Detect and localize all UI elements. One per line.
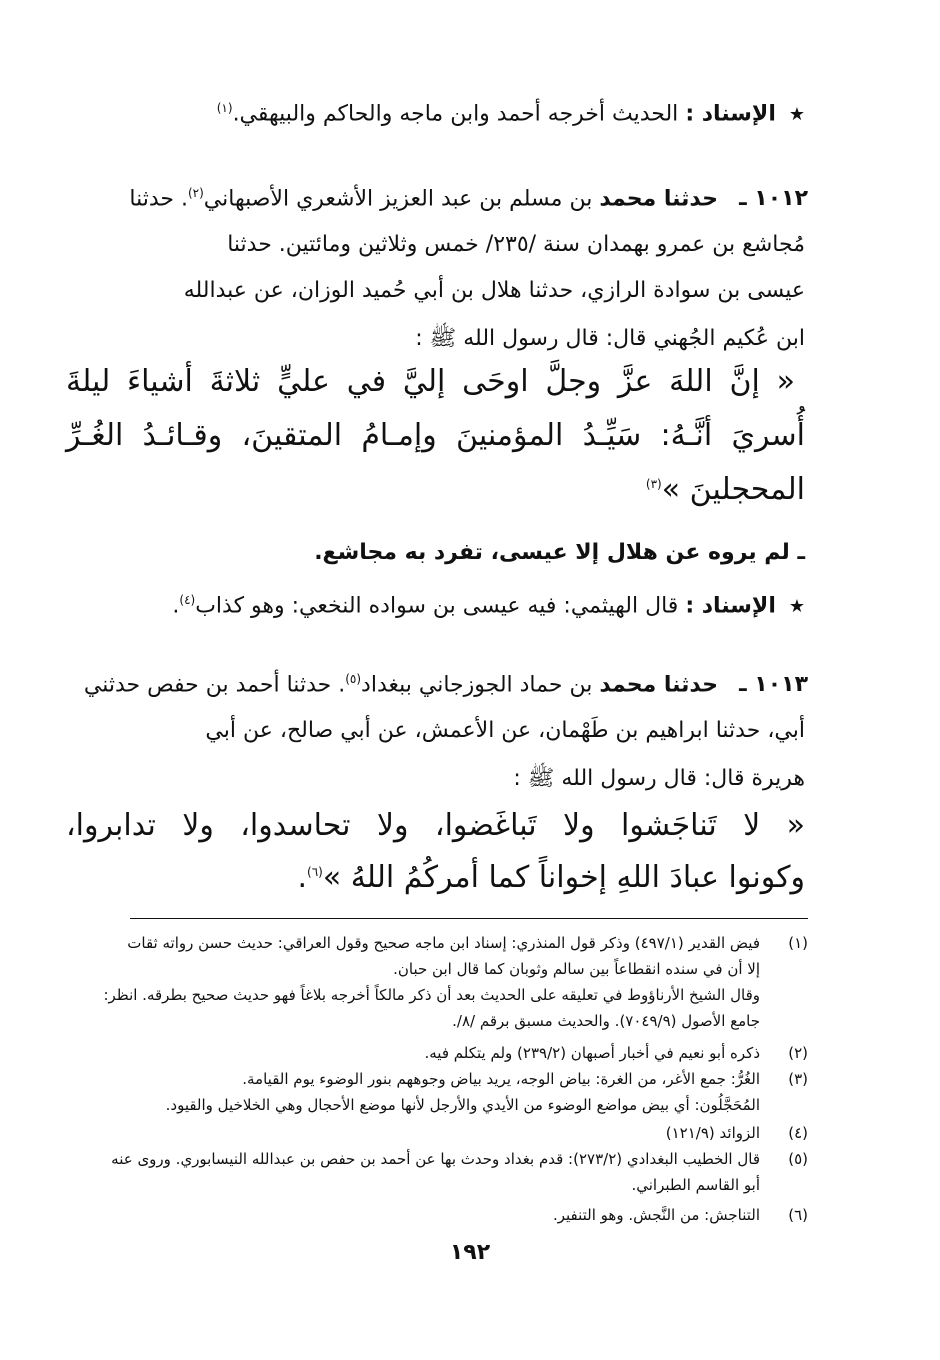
hadith-1013-matn-2 xyxy=(297,860,805,895)
hadith-1012-matn-3 xyxy=(646,472,805,507)
footnote-1-line-2: إلا أن في سنده انقطاعاً بين سالم وثوبان كما قال ابن حبان. xyxy=(393,960,760,978)
footnote-1-line-3: وقال الشيخ الأرناؤوط في تعليقه على الحديث بعد أن ذكر مالكاً أخرجه بلاغاً فهو حديث صحيح بطرقه. انظر: xyxy=(103,986,760,1004)
isnad-text: الحديث أخرجه أحمد وابن ماجه والحاكم والبيهقي. xyxy=(232,101,679,127)
footnote-1-line-1: فيض القدير (٤٩٧/١) وذكر قول المنذري: إسناد ابن ماجه صحيح وقول العراقي: حديث حسن رواته ثقات xyxy=(127,934,760,952)
footnote-number: (٤) xyxy=(788,1124,808,1142)
line-text: . xyxy=(172,593,180,619)
footnote-6-line-1: التناجش: من النَّجش. وهو التنفير. xyxy=(552,1206,760,1224)
footnote-ref: (٤) xyxy=(179,593,196,607)
hadith-1012-note: ـ لم يروه عن هلال إلا عيسى، تفرد به مجاشع. xyxy=(314,540,805,565)
footnote-ref: (١) xyxy=(216,101,233,115)
footnote-ref: (٥) xyxy=(345,672,362,686)
hadith-1012-line-4: ابن عُكيم الجُهني قال: قال رسول الله ﷺ : xyxy=(415,326,805,351)
hadith-number-1012: ١٠١٢ ـ xyxy=(739,186,808,211)
footnote-number: (٢) xyxy=(788,1044,808,1062)
hadith-1012-line-1 xyxy=(129,186,718,211)
footnote-2-line-1: ذكره أبو نعيم في أخبار أصبهان (٢٣٩/٢) ولم يتكلم فيه. xyxy=(424,1044,760,1062)
footnote-number: (٥) xyxy=(788,1150,808,1168)
footnote-ref: (٢) xyxy=(187,186,204,200)
hadith-lead: حدثنا محمد xyxy=(599,672,718,698)
footnote-3-line-2: المُحَجَّلُون: أي بيض مواضع الوضوء من الأيدي والأرجل لأنها موضع الأحجال وهي الخلاخيل والقيود. xyxy=(165,1096,760,1114)
hadith-number-1013: ١٠١٣ ـ xyxy=(739,672,808,697)
hadith-1012-matn-2: أُسريَ أنَّـهُ: سَيِّـدُ المؤمنينَ وإمـامُ المتقينَ، وقـائـدُ الغُـرِّ xyxy=(66,418,805,453)
footnote-number: (٦) xyxy=(788,1206,808,1224)
matn-text: وكونوا عبادَ اللهِ إخواناً كما أمركُمُ اللهُ » xyxy=(322,860,805,895)
star-icon: ★ xyxy=(788,104,805,126)
isnad-label: الإسناد : xyxy=(685,593,776,619)
hadith-lead: حدثنا محمد xyxy=(599,186,718,212)
line-text: . حدثنا أحمد بن حفص حدثني xyxy=(83,672,346,698)
footnote-number: (١) xyxy=(788,934,808,952)
hadith-1012-line-2: مُجاشع بن عمرو بهمدان سنة /٢٣٥/ خمس وثلاثين ومائتين. حدثنا xyxy=(227,232,805,257)
isnad-label: الإسناد : xyxy=(685,101,776,127)
footnote-separator xyxy=(130,918,808,919)
isnad-top xyxy=(217,88,805,135)
footnote-4-line-1: الزوائد (١٢١/٩) xyxy=(665,1124,760,1142)
footnote-ref: (٣) xyxy=(645,477,662,491)
page-number: ١٩٢ xyxy=(449,1240,491,1265)
line-text: بن حماد الجوزجاني ببغداد xyxy=(361,672,593,698)
hadith-1012-line-3: عيسى بن سوادة الرازي، حدثنا هلال بن أبي حُميد الوزان، عن عبدالله xyxy=(183,278,805,303)
footnote-5-line-1: قال الخطيب البغدادي (٢٧٣/٢): قدم بغداد وحدث بها عن أحمد بن حفص بن عبدالله النيسابوري. وروى عنه xyxy=(111,1150,760,1168)
hadith-1012-matn-1: « إنَّ اللهَ عزَّ وجلَّ اوحَى إليَّ في عليٍّ ثلاثةَ أشياءَ ليلةَ xyxy=(66,364,795,399)
star-icon: ★ xyxy=(788,596,805,618)
hadith-1013-matn-1: « لا تَناجَشوا ولا تَباغَضوا، ولا تحاسدوا، ولا تدابروا، xyxy=(66,808,805,843)
footnote-number: (٣) xyxy=(788,1070,808,1088)
matn-text: المحجلينَ » xyxy=(661,472,805,507)
hadith-1012-isnad xyxy=(172,580,805,627)
hadith-1013-line-1 xyxy=(84,672,718,697)
line-text: . حدثنا xyxy=(129,186,188,212)
hadith-1013-line-3: هريرة قال: قال رسول الله ﷺ : xyxy=(513,766,805,791)
hadith-1013-line-2: أبي، حدثنا ابراهيم بن طَهْمان، عن الأعمش، عن أبي صالح، عن أبي xyxy=(205,718,805,743)
matn-text: . xyxy=(297,860,307,895)
line-text: بن مسلم بن عبد العزيز الأشعري الأصبهاني xyxy=(203,186,593,212)
footnote-ref: (٦) xyxy=(307,865,323,879)
footnote-1-line-4: جامع الأصول (٧٠٤٩/٩). والحديث مسبق برقم /٨/. xyxy=(452,1012,760,1030)
footnote-3-line-1: الغُرُّ: جمع الأغر، من الغرة: بياض الوجه، يريد بياض وجوههم بنور الوضوء يوم القيامة. xyxy=(242,1070,760,1088)
isnad-text: قال الهيثمي: فيه عيسى بن سواده النخعي: وهو كذاب xyxy=(195,593,679,619)
footnote-5-line-2: أبو القاسم الطبراني. xyxy=(631,1176,760,1194)
